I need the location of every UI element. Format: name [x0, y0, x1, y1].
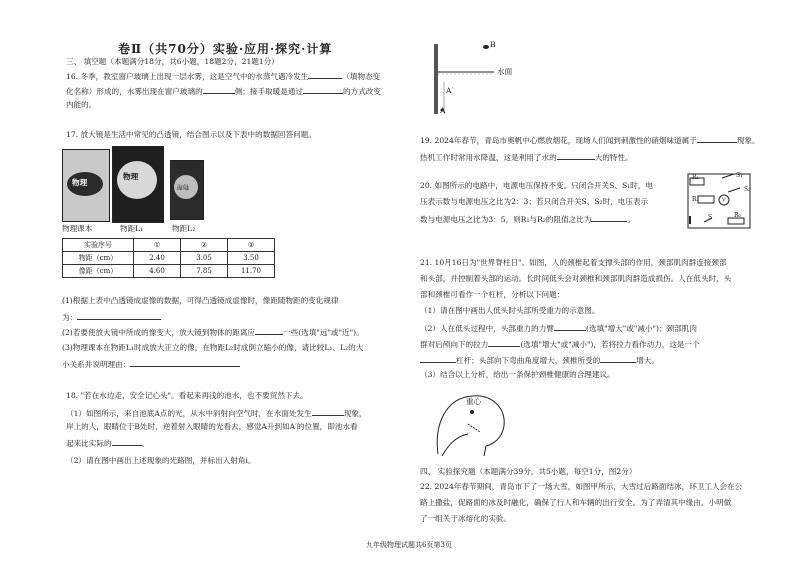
- q16-line2: 化名称）形成的，水雾出现在窗户玻璃的 侧；接手取暖是通过 的方式改变: [66, 87, 381, 96]
- q19-line1: 19. 2024年春节，青岛市奥帆中心燃放烟花，现场人们闻到刺激性的硝烟味道属于 现象。: [420, 136, 760, 145]
- q22-line3: 了一组关于冰熔化的实验。: [420, 514, 512, 523]
- q18-sub1-line1: （1）如图所示，来自池底A点的光，从水中斜射向空气时，在水面处发生 现象，: [66, 409, 367, 418]
- label-s1: S₁: [736, 172, 743, 179]
- q19-blank1[interactable]: [697, 134, 737, 143]
- q21-line2: 和头部，并控制着头部的运动。长时间低头会对颈椎和颈部肌肉群造成损伤。人在低头时，头: [420, 274, 732, 283]
- q18-sub1-line3: 起来比实际的 。: [66, 439, 150, 448]
- label-b: B: [490, 40, 496, 49]
- section4-header: 四、 实验探究题（本题满分39分，共5小题，每空1分，图2分）: [420, 467, 637, 476]
- label-center-of-gravity: 重心: [466, 397, 482, 406]
- q18-sub1-line2: 岸上的人，眼睛位于B处时，逆着射入眼睛的光看去，感觉A升到如A′的位置，即池水看: [66, 422, 358, 431]
- label-r1: R₁: [692, 174, 699, 181]
- row-header-object-distance: 物距（cm）: [63, 252, 134, 265]
- label-water-surface: 水面: [497, 67, 513, 76]
- q18-line1: 18. "若在水边走，安全记心头"。看起来再浅的池水，也不要贸然下去。: [66, 391, 308, 400]
- q21-blank3[interactable]: [420, 354, 456, 363]
- q21-blank1[interactable]: [554, 322, 586, 331]
- physics-book-image: 物理: [62, 149, 110, 222]
- table-cell: 3.50: [228, 252, 275, 265]
- water-refraction-diagram: [418, 38, 538, 118]
- table-cell: 4.60: [134, 265, 181, 278]
- q19-blank2[interactable]: [557, 151, 595, 160]
- row-header-trial: 实验序号: [63, 239, 134, 252]
- q21-line3: 部和颈椎可看作一个杠杆，分析以下问题：: [420, 290, 565, 299]
- center-of-gravity-dot: [470, 410, 474, 414]
- section-title: 卷Ⅱ（共70分）实验·应用·探究·计算: [118, 42, 333, 56]
- label-s2: S₂: [744, 186, 751, 193]
- table-cell: 3.05: [181, 252, 228, 265]
- q16-line3: 内能的。: [66, 100, 97, 109]
- q22-line2: 路上撒盐，促路面的冰及时融化，确保了行人和车辆的出行安全。为了弄清其中缘由，小明做: [420, 498, 732, 507]
- q18-blank2[interactable]: [112, 437, 142, 446]
- head-neck-diagram: [428, 384, 518, 460]
- q16-blank1[interactable]: [308, 70, 342, 79]
- row-header-image-distance: 像距（cm）: [63, 265, 134, 278]
- q17-sub3-line1: (3)物理课本在物距L₁时成放大正立的像，在物距L₂时成倒立缩小的像，请比较L₁、L₂的大: [62, 343, 364, 352]
- q20-line3: 数与电源电压之比为3：5，则R₁与R₂的阻值之比为 。: [420, 215, 636, 224]
- caption-l2: 物距L₂: [172, 224, 196, 233]
- lens-data-table: [62, 238, 275, 278]
- q17-sub3-line2: 小关系并说明理由：: [62, 358, 240, 370]
- magnified-book-l1-image: 物理: [112, 146, 164, 223]
- table-cell: ②: [181, 239, 228, 252]
- q21-blank2[interactable]: [488, 338, 520, 347]
- q21-sub2-line1: （2）人在低头过程中，头部重力的力臂 (选填"增大"或"减小")；颈部肌肉: [420, 324, 697, 333]
- q18-blank1[interactable]: [312, 407, 344, 416]
- label-s: S: [708, 214, 713, 221]
- q17-sub1-line1: (1)根据上表中凸透镜成虚像的数据，可得凸透镜成虚像时，像距随物距的变化规律: [62, 296, 339, 305]
- q17-blank3[interactable]: [130, 358, 240, 367]
- section3-header: 三、 填空题（本题满分18分，共6小题，18题2分，21题1分）: [66, 57, 279, 66]
- q22-line1: 22. 2024年春节期间，青岛市下了一场大雪，如图甲所示，大雪过后路面结冰，环卫工人会在公: [420, 482, 743, 491]
- resistor-r2: [698, 196, 714, 203]
- q17-line1: 17. 放大镜是生活中常见的凸透镜，结合图示以及下表中的数据回答问题。: [66, 130, 316, 139]
- q19-line2: 热机工作时常用水降温，这是利用了水的 大的特性。: [420, 153, 633, 162]
- label-r2: R₂: [692, 196, 699, 203]
- switch-s2: [728, 188, 740, 192]
- switch-s1: [722, 174, 734, 178]
- q17-blank2[interactable]: [255, 326, 283, 335]
- table-cell: 11.70: [228, 265, 275, 278]
- q20-line2: 压表示数与电源电压之比为2：3；若只闭合开关S、S₂时，电压表示: [420, 197, 649, 206]
- q21-sub1: （1）请在图中画出人低头时头部所受重力的示意图。: [420, 306, 600, 315]
- label-v: V: [722, 197, 726, 203]
- q20-line1: 20. 如图所示的电路中，电源电压保持不变。只闭合开关S、S₁时，电: [420, 181, 653, 190]
- q21-line1: 21. 10月16日为"世界脊柱日"。如图，人的颈椎起着支撑头部的作用，颈部肌肉群连接颈部: [420, 258, 727, 267]
- caption-l1: 物距L₁: [120, 224, 144, 233]
- q16-blank3[interactable]: [303, 85, 343, 94]
- label-a-prime: A′: [446, 86, 454, 95]
- q16-line1: 16. 冬季，教室窗户玻璃上出现一层水雾，这是空气中的水蒸气遇冷发生 （填物态变: [66, 72, 381, 81]
- q21-sub3: （3）结合以上分析，给出一条保护颈椎健康的合理建议。: [420, 370, 615, 379]
- page-footer: 九年级物理试题共6页第3页: [366, 541, 452, 549]
- q16-blank2[interactable]: [203, 85, 235, 94]
- table-cell: ①: [134, 239, 181, 252]
- eye-icon: [483, 45, 489, 49]
- q17-sub1-line2: 为：: [62, 311, 161, 323]
- table-cell: ③: [228, 239, 275, 252]
- q18-sub2: （2）请在图中画出上述现象的光路图，并标出入射角i。: [66, 456, 256, 465]
- inverted-book-l2-image: 物理: [170, 160, 204, 220]
- q20-blank[interactable]: [591, 213, 627, 222]
- table-cell: 2.40: [134, 252, 181, 265]
- q17-sub2: (2)若要使放大镜中所成的像变大，放大镜到物体的距离应 一些(选填"远"或"近")。: [62, 328, 364, 337]
- q21-sub2-line2: 群对后颅向下的拉力 (选填"增大"或"减小")，若将拉力看作动力，这是一个: [420, 340, 700, 349]
- q17-blank1[interactable]: [77, 311, 161, 320]
- label-a: A: [440, 106, 446, 115]
- label-r0: R₀: [734, 212, 741, 219]
- q21-blank4[interactable]: [600, 354, 636, 363]
- q21-sub2-line3: 杠杆；头部向下弯曲角度增大，颈椎所受的 增大。: [420, 354, 659, 366]
- table-cell: 7.85: [181, 265, 228, 278]
- caption-physics-book: 物理课本: [62, 224, 93, 233]
